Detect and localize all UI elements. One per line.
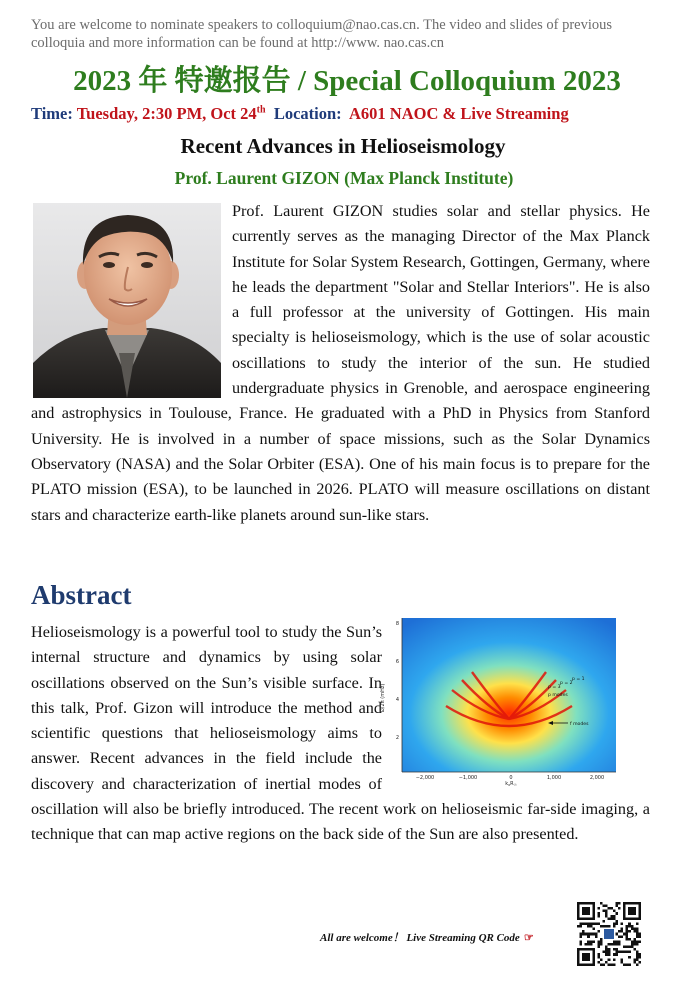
x-tick-2000: 2,000 xyxy=(589,775,605,781)
nomination-notice: You are welcome to nominate speakers to colloquium@nao.cas.cn. The video and slides of previous colloquia and more information can be found at http://www. nao.cas.cn xyxy=(31,17,613,51)
annot-p1: p = 1 xyxy=(572,677,585,682)
x-axis-label-sub: x xyxy=(508,783,511,787)
x-axis-label-sun: ☉ xyxy=(513,783,517,787)
talk-title: Recent Advances in Helioseismology xyxy=(180,134,506,158)
event-meta xyxy=(31,104,691,124)
bio-text: Prof. Laurent GIZON studies solar and stellar physics. He currently serves as the managing Director of the Max Planck Institute for Solar System Research, Gottingen, Germany, where he leads the department "Solar and Stellar Interiors". He is also a full professor at the university of Gottingen. His main specialty is helioseismology, which is the use of solar acoustic oscillations to study the interior of the sun. He studied undergraduate physics in Grenoble, and aerospace engineering and astrophysics in Toulouse, France. He graduated with a PhD in Physics from Stanford University. He is involved in a number of space missions, such as the Solar Dynamics Observatory (NASA) and the Solar Orbiter (ESA). One of his main focus is to prepare for the PLATO mission (ESA), to be launched in 2026. PLATO will measure oscillations on distant stars and characterize earth-like planets around sun-like stars. xyxy=(31,202,650,524)
live-streaming-qr-code[interactable] xyxy=(577,902,641,966)
speaker-name: Prof. Laurent GIZON (Max Planck Institute) xyxy=(174,168,514,188)
colloquium-banner: 2023 年 特邀报告 / Special Colloquium 2023 xyxy=(73,65,621,97)
annot-f-modes: f modes xyxy=(570,722,589,727)
x-tick-0: 0 xyxy=(509,775,513,781)
time-value xyxy=(77,104,266,123)
x-tick-neg2000: −2,000 xyxy=(415,775,435,781)
photo-spacer xyxy=(31,199,232,401)
x-axis-label xyxy=(505,781,517,787)
power-spectrum-figure xyxy=(372,614,625,787)
footer-note xyxy=(320,929,534,945)
annot-p-modes: p modes xyxy=(548,693,568,698)
y-tick-4: 4 xyxy=(395,697,399,703)
y-tick-2: 2 xyxy=(395,735,399,741)
y-axis-label: ω/2π (mHz) xyxy=(380,683,386,713)
location-label: Location: xyxy=(273,104,342,123)
x-tick-1000: 1,000 xyxy=(546,775,562,781)
pointer-icon: ☞ xyxy=(523,932,534,944)
time-label: Time: xyxy=(31,104,73,123)
time-text: Tuesday, 2:30 PM, Oct 24 xyxy=(76,104,257,123)
speaker-bio xyxy=(31,199,650,528)
x-tick-neg1000: −1,000 xyxy=(458,775,478,781)
y-tick-6: 6 xyxy=(395,659,399,665)
x-axis-label-k: k xyxy=(505,781,509,787)
welcome-text: All are welcome！ Live Streaming QR Code xyxy=(320,932,520,944)
location-value: A601 NAOC & Live Streaming xyxy=(349,104,569,123)
x-axis-label-r: R xyxy=(510,781,514,787)
y-tick-8: 8 xyxy=(395,621,399,627)
annot-p3: p = 3 xyxy=(548,685,561,690)
annot-p2: p = 2 xyxy=(560,681,573,686)
abstract-text: Helioseismology is a powerful tool to study the Sun’s internal structure and dynamics by using solar oscillations observed on the Sun’s visible surface. In this talk, Prof. Gizon will introduce the method and scientific questions that helioseismology aims to answer. Recent advances in the field include the discovery and characterization of inertial modes of oscillation will also be briefly introduced. The recent work on helioseismic far-side imaging, a technique that can map active regions on the back side of the Sun are also presented. xyxy=(31,623,650,844)
time-suffix: th xyxy=(256,104,266,116)
abstract-heading: Abstract xyxy=(31,580,132,610)
